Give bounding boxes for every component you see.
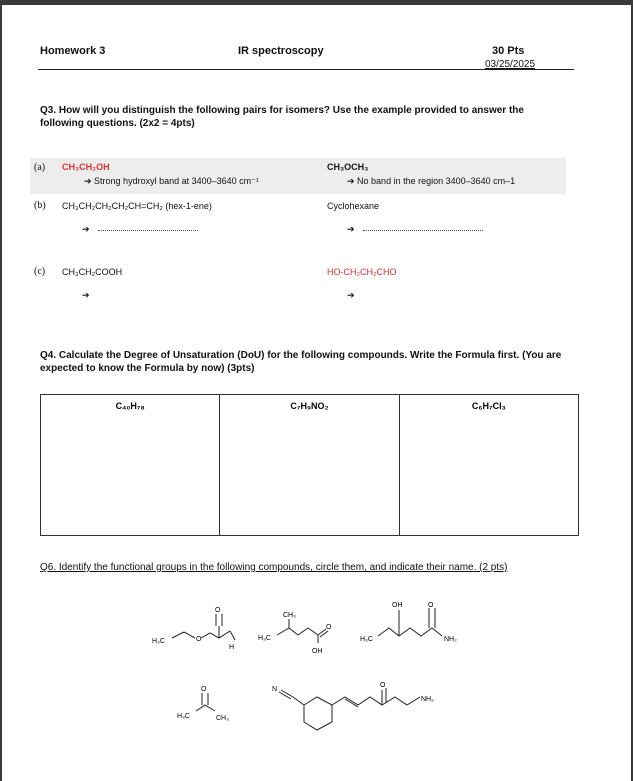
q3-prompt: Q3. How will you distinguish the following pairs for isomers? Use the example provided to answer the following questions. (2x2 = 4pts) — [40, 105, 524, 129]
arrow-icon: ➔ — [347, 224, 355, 234]
mol2-o: O — [326, 624, 332, 631]
mol2-oh: OH — [312, 648, 323, 655]
topic-title: IR spectroscopy — [238, 45, 324, 57]
formula-cell-3[interactable] — [399, 395, 578, 536]
homework-title: Homework 3 — [40, 45, 106, 57]
dou-table — [40, 394, 579, 536]
mol3-c-double-o — [429, 608, 435, 628]
row-a-left-compound: CH₃CH₂OH — [62, 162, 110, 172]
mol4-o: O — [201, 686, 207, 693]
worksheet-page — [2, 5, 631, 781]
formula-cell-1[interactable] — [41, 395, 220, 536]
q6-prompt: Q6. Identify the functional groups in the following compounds, circle them, and indicate their name. (2 pts) — [40, 562, 508, 573]
mol1-bonds-b — [201, 631, 230, 638]
mol5-o: O — [380, 682, 386, 689]
formula-1: C₄₀H₇₈ — [115, 401, 145, 411]
row-b-right-compound: Cyclohexane — [327, 201, 380, 211]
row-a-left-note: ➔ Strong hydroxyl band at 3400–3640 cm⁻¹ — [84, 176, 259, 186]
mol2-chain — [277, 628, 318, 635]
row-c-left-compound — [62, 267, 122, 277]
points-label: 30 Pts — [492, 45, 525, 57]
mol1-c-double-o — [216, 614, 222, 626]
date-label: 03/25/2025 — [485, 59, 536, 70]
mol3-oh: OH — [392, 602, 403, 609]
structures-figure — [2, 580, 631, 780]
mol5-nitrile — [279, 690, 304, 705]
mol4-h3c: H₃C — [177, 713, 190, 720]
mol1-h: H — [229, 644, 235, 651]
formula-cell-2[interactable] — [220, 395, 399, 536]
mol1-carbonyl-o: O — [215, 607, 221, 614]
mol3-nh2: NH₂ — [444, 636, 457, 643]
mol4-bonds — [196, 705, 215, 711]
row-c-left-text: CH₃CH₂COOH — [62, 267, 123, 277]
row-c-right-arrow: ➔ — [347, 290, 355, 300]
mol3-o: O — [428, 602, 434, 609]
mol5-ring — [304, 697, 332, 730]
mol1-ch-bond — [230, 631, 235, 640]
mol5-nh2: NH₂ — [421, 696, 434, 703]
mol5-n: N — [272, 686, 278, 693]
answer-line — [98, 229, 198, 231]
row-a-right-note: ➔ No band in the region 3400–3640 cm–1 — [347, 176, 516, 186]
formula-2: C₇H₉NO₂ — [290, 401, 329, 411]
mol4-c-double-o — [202, 693, 208, 705]
row-b-left-compound: CH₃CH₂CH₂CH₂CH=CH₂ (hex-1-ene) — [62, 201, 212, 211]
arrow-icon: ➔ — [82, 224, 90, 234]
row-c-label: (c) — [34, 266, 46, 277]
mol5-alkene-second — [345, 699, 358, 707]
mol1-h3c: H₃C — [152, 638, 165, 645]
mol5-chain — [332, 697, 420, 705]
row-a-right-compound: CH₃OCH₃ — [327, 162, 369, 172]
formula-3: C₆H₇Cl₃ — [471, 401, 506, 411]
row-c-right-compound: HO-CH₂CH₂CHO — [327, 267, 397, 277]
answer-line — [363, 229, 483, 231]
row-a-label: (a) — [34, 162, 46, 173]
mol2-ch3: CH₃ — [283, 612, 296, 619]
mol4-ch3: CH₃ — [216, 715, 229, 722]
row-b-right-answer[interactable] — [347, 224, 483, 235]
mol1-bonds-a — [172, 632, 195, 638]
q4-prompt: Q4. Calculate the Degree of Unsaturation (DoU) for the following compounds. Write the Formula first. (You are expected to know the Formula by now) (3pts) — [40, 350, 562, 374]
mol3-h3c: H₃C — [360, 636, 373, 643]
mol2-h3c: H₃C — [258, 635, 271, 642]
row-c-left-arrow: ➔ — [82, 290, 90, 300]
row-b-left-answer[interactable] — [82, 224, 198, 235]
row-b-label: (b) — [34, 200, 46, 211]
mol1-o: O — [196, 636, 202, 643]
mol3-chain — [378, 628, 442, 636]
